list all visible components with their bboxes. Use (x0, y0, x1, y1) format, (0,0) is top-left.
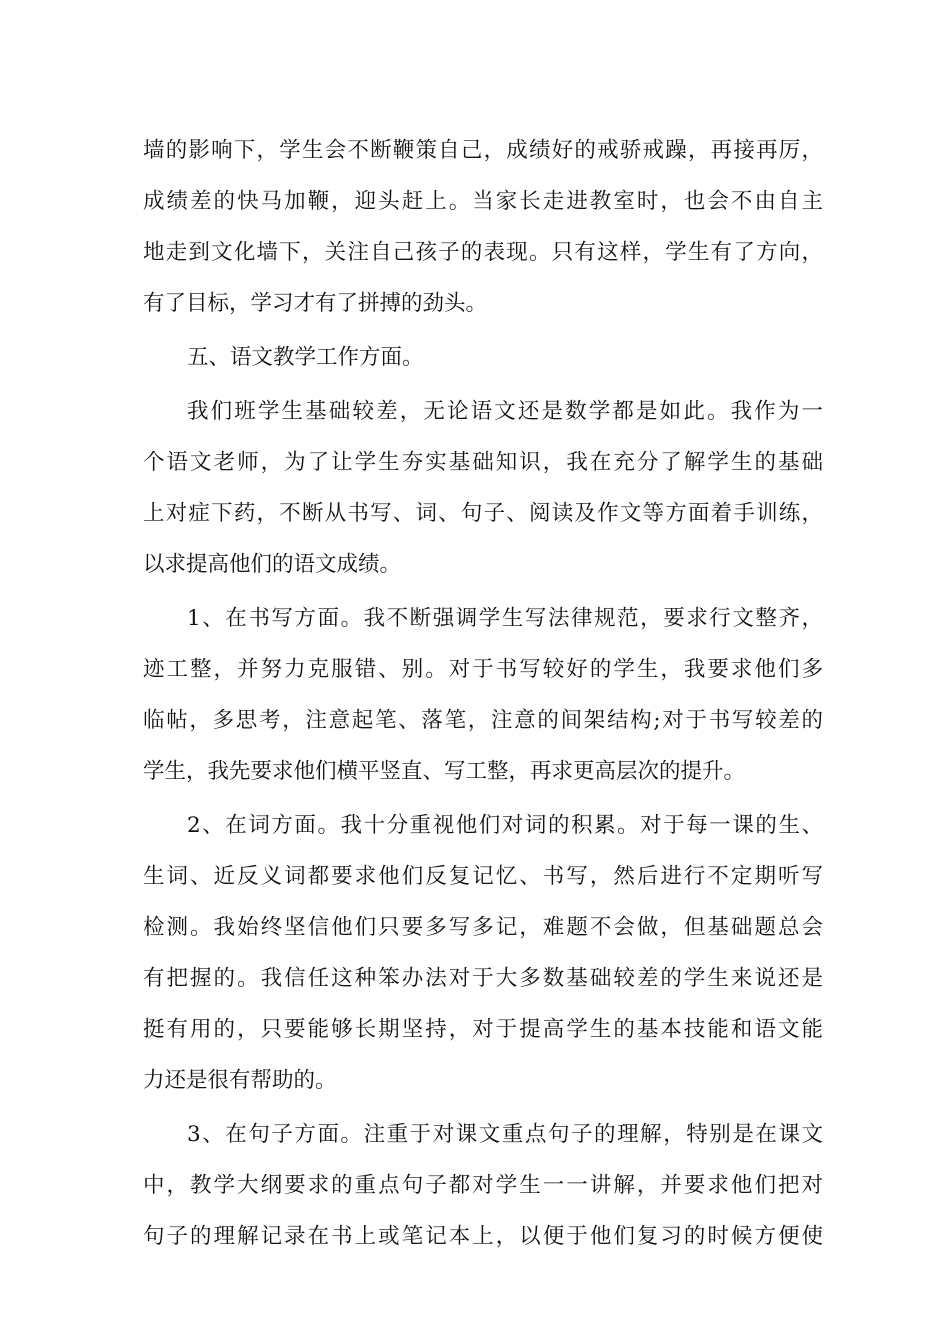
text-line: 成绩差的快马加鞭，迎头赶上。当家长走进教室时，也会不由自主 (143, 189, 823, 214)
heading-line: 五、语文教学工作方面。 (187, 345, 424, 370)
paragraph-item-1 (143, 593, 823, 797)
text-line: 学生，我先要求他们横平竖直、写工整，再求更高层次的提升。 (143, 759, 746, 784)
text-line: 地走到文化墙下，关注自己孩子的表现。只有这样，学生有了方向， (143, 240, 823, 265)
paragraph-item-3 (143, 1109, 823, 1262)
text-line: 3、在句子方面。注重于对课文重点句子的理解，特别是在课文 (187, 1122, 823, 1147)
text-line: 有了目标，学习才有了拼搏的劲头。 (143, 291, 488, 316)
text-line: 迹工整，并努力克服错、别。对于书写较好的学生，我要求他们多 (143, 657, 823, 682)
text-line: 力还是很有帮助的。 (143, 1068, 337, 1093)
section-heading (143, 332, 823, 383)
text-line: 墙的影响下，学生会不断鞭策自己，成绩好的戒骄戒躁，再接再厉， (143, 138, 823, 163)
text-line: 中，教学大纲要求的重点句子都对学生一一讲解，并要求他们把对 (143, 1173, 823, 1198)
text-line: 以求提高他们的语文成绩。 (143, 552, 402, 577)
text-line: 检测。我始终坚信他们只要多写多记，难题不会做，但基础题总会 (143, 915, 823, 940)
paragraph-intro (143, 386, 823, 590)
paragraph-item-2 (143, 800, 823, 1106)
paragraph-continuation (143, 125, 823, 329)
text-line: 生词、近反义词都要求他们反复记忆、书写，然后进行不定期听写 (143, 864, 823, 889)
text-line: 2、在词方面。我十分重视他们对词的积累。对于每一课的生、 (187, 813, 823, 838)
text-line: 有把握的。我信任这种笨办法对于大多数基础较差的学生来说还是 (143, 966, 823, 991)
text-line: 临帖，多思考，注意起笔、落笔，注意的间架结构;对于书写较差的 (143, 708, 823, 733)
text-line: 1、在书写方面。我不断强调学生写法律规范，要求行文整齐， (187, 606, 823, 631)
text-line: 挺有用的，只要能够长期坚持，对于提高学生的基本技能和语文能 (143, 1017, 823, 1042)
text-line: 句子的理解记录在书上或笔记本上，以便于他们复习的时候方便使 (143, 1224, 823, 1249)
text-line: 我们班学生基础较差，无论语文还是数学都是如此。我作为一 (187, 399, 823, 424)
text-line: 上对症下药，不断从书写、词、句子、阅读及作文等方面着手训练， (143, 501, 823, 526)
document-body (143, 125, 823, 1262)
text-line: 个语文老师，为了让学生夯实基础知识，我在充分了解学生的基础 (143, 450, 823, 475)
